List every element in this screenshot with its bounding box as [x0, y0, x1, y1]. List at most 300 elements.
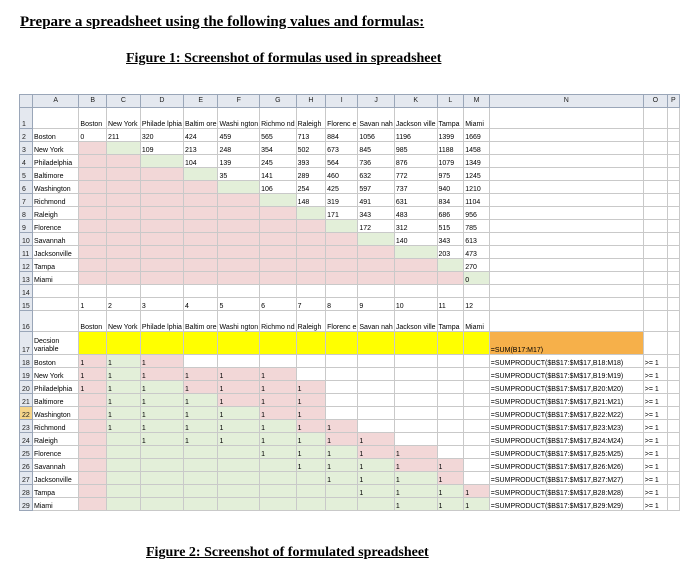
cell[interactable]: Philadelphia [32, 155, 78, 168]
cell[interactable] [643, 142, 667, 155]
row-header[interactable]: 9 [20, 220, 33, 233]
cell[interactable]: 1 [296, 407, 326, 420]
cell[interactable] [358, 498, 394, 511]
cell[interactable] [326, 368, 358, 381]
cell[interactable]: Savan nah [358, 311, 394, 332]
cell[interactable] [260, 485, 296, 498]
cell[interactable]: 1 [183, 420, 218, 433]
cell[interactable] [358, 285, 394, 298]
cell[interactable]: 1 [358, 472, 394, 485]
cell[interactable] [437, 332, 464, 355]
cell[interactable]: 2 [106, 298, 140, 311]
cell[interactable]: 1 [218, 394, 260, 407]
cell[interactable] [140, 446, 183, 459]
cell[interactable] [489, 142, 643, 155]
cell[interactable] [667, 233, 679, 246]
cell[interactable] [106, 155, 140, 168]
cell[interactable] [106, 459, 140, 472]
column-header[interactable]: L [437, 95, 464, 108]
cell[interactable] [260, 472, 296, 485]
cell[interactable]: 139 [218, 155, 260, 168]
column-header[interactable]: B [79, 95, 107, 108]
cell[interactable] [140, 272, 183, 285]
cell[interactable] [260, 207, 296, 220]
cell[interactable] [296, 246, 326, 259]
cell[interactable]: Philade lphia [140, 108, 183, 129]
cell[interactable]: Boston [32, 129, 78, 142]
cell[interactable] [183, 246, 218, 259]
cell[interactable] [326, 246, 358, 259]
cell[interactable] [260, 498, 296, 511]
cell[interactable] [667, 459, 679, 472]
cell[interactable]: >= 1 [643, 394, 667, 407]
cell[interactable] [140, 233, 183, 246]
cell[interactable] [358, 233, 394, 246]
row-header[interactable]: 21 [20, 394, 33, 407]
row-header[interactable]: 15 [20, 298, 33, 311]
cell[interactable]: Miami [464, 311, 490, 332]
cell[interactable] [667, 485, 679, 498]
row-header[interactable]: 3 [20, 142, 33, 155]
cell[interactable] [667, 246, 679, 259]
row-header[interactable]: 5 [20, 168, 33, 181]
cell[interactable] [667, 108, 679, 129]
cell[interactable] [489, 129, 643, 142]
cell[interactable]: 148 [296, 194, 326, 207]
cell[interactable]: 10 [394, 298, 437, 311]
cell[interactable]: >= 1 [643, 368, 667, 381]
cell[interactable] [260, 233, 296, 246]
cell[interactable] [464, 394, 490, 407]
column-header[interactable]: G [260, 95, 296, 108]
cell[interactable]: Baltimore [32, 394, 78, 407]
cell[interactable] [326, 485, 358, 498]
cell[interactable]: 1 [260, 446, 296, 459]
cell[interactable]: 460 [326, 168, 358, 181]
cell[interactable]: Richmond [32, 420, 78, 433]
cell[interactable] [183, 332, 218, 355]
cell[interactable]: 393 [296, 155, 326, 168]
cell[interactable] [140, 181, 183, 194]
cell[interactable] [106, 433, 140, 446]
cell[interactable]: New York [106, 311, 140, 332]
cell[interactable]: Jackson ville [394, 311, 437, 332]
cell[interactable]: 1 [140, 355, 183, 368]
cell[interactable]: 1 [394, 472, 437, 485]
cell[interactable] [667, 155, 679, 168]
cell[interactable]: 1 [106, 368, 140, 381]
cell[interactable] [437, 420, 464, 433]
cell[interactable] [667, 298, 679, 311]
cell[interactable] [643, 155, 667, 168]
cell[interactable] [296, 259, 326, 272]
row-header[interactable]: 26 [20, 459, 33, 472]
cell[interactable] [489, 298, 643, 311]
cell[interactable] [183, 498, 218, 511]
cell[interactable]: Raleigh [32, 207, 78, 220]
cell[interactable] [218, 285, 260, 298]
row-header[interactable]: 10 [20, 233, 33, 246]
cell[interactable] [464, 420, 490, 433]
cell[interactable]: >= 1 [643, 433, 667, 446]
cell[interactable]: >= 1 [643, 407, 667, 420]
cell[interactable] [464, 459, 490, 472]
column-header[interactable]: F [218, 95, 260, 108]
cell[interactable]: 1 [140, 433, 183, 446]
column-header[interactable]: M [464, 95, 490, 108]
cell[interactable]: 1245 [464, 168, 490, 181]
cell[interactable] [106, 272, 140, 285]
cell[interactable]: =SUM(B17:M17) [489, 332, 643, 355]
cell[interactable]: 1 [260, 433, 296, 446]
cell[interactable] [667, 259, 679, 272]
row-header[interactable]: 8 [20, 207, 33, 220]
cell[interactable]: 1 [326, 446, 358, 459]
cell[interactable]: Richmo nd [260, 311, 296, 332]
cell[interactable]: 1 [140, 420, 183, 433]
cell[interactable] [437, 394, 464, 407]
cell[interactable]: >= 1 [643, 381, 667, 394]
cell[interactable]: 1 [394, 498, 437, 511]
cell[interactable] [106, 194, 140, 207]
cell[interactable] [667, 181, 679, 194]
cell[interactable] [667, 272, 679, 285]
cell[interactable] [79, 194, 107, 207]
cell[interactable] [394, 355, 437, 368]
cell[interactable]: >= 1 [643, 446, 667, 459]
cell[interactable] [437, 355, 464, 368]
column-header[interactable]: I [326, 95, 358, 108]
cell[interactable]: 1 [106, 355, 140, 368]
cell[interactable] [296, 207, 326, 220]
cell[interactable]: 1 [358, 446, 394, 459]
cell[interactable]: 1 [437, 498, 464, 511]
cell[interactable]: 785 [464, 220, 490, 233]
cell[interactable]: Miami [464, 108, 490, 129]
cell[interactable] [79, 246, 107, 259]
cell[interactable]: 1 [260, 368, 296, 381]
cell[interactable] [489, 108, 643, 129]
cell[interactable]: =SUMPRODUCT($B$17:$M$17,B21:M21) [489, 394, 643, 407]
cell[interactable]: 35 [218, 168, 260, 181]
cell[interactable]: 1 [79, 355, 107, 368]
cell[interactable] [140, 155, 183, 168]
row-header[interactable]: 12 [20, 259, 33, 272]
cell[interactable] [106, 220, 140, 233]
cell[interactable]: 1 [296, 394, 326, 407]
cell[interactable] [667, 394, 679, 407]
cell[interactable]: =SUMPRODUCT($B$17:$M$17,B24:M24) [489, 433, 643, 446]
cell[interactable]: 1669 [464, 129, 490, 142]
cell[interactable] [296, 368, 326, 381]
cell[interactable]: 1 [106, 407, 140, 420]
cell[interactable]: 4 [183, 298, 218, 311]
cell[interactable]: 172 [358, 220, 394, 233]
cell[interactable]: 1 [394, 459, 437, 472]
cell[interactable]: 1 [140, 381, 183, 394]
cell[interactable]: 1 [79, 368, 107, 381]
cell[interactable]: 772 [394, 168, 437, 181]
cell[interactable]: 1 [79, 381, 107, 394]
cell[interactable] [106, 485, 140, 498]
cell[interactable] [140, 207, 183, 220]
cell[interactable]: 0 [79, 129, 107, 142]
cell[interactable]: 171 [326, 207, 358, 220]
cell[interactable]: 1 [296, 420, 326, 433]
cell[interactable] [218, 233, 260, 246]
cell[interactable] [643, 168, 667, 181]
cell[interactable] [296, 220, 326, 233]
column-header[interactable]: H [296, 95, 326, 108]
cell[interactable]: Decsion variable [32, 332, 78, 355]
cell[interactable]: 1 [260, 407, 296, 420]
column-header[interactable]: J [358, 95, 394, 108]
cell[interactable]: Washington [32, 181, 78, 194]
cell[interactable]: 5 [218, 298, 260, 311]
cell[interactable] [358, 368, 394, 381]
select-all-corner[interactable] [20, 95, 33, 108]
cell[interactable] [489, 285, 643, 298]
cell[interactable]: Richmond [32, 194, 78, 207]
cell[interactable]: >= 1 [643, 420, 667, 433]
cell[interactable]: 613 [464, 233, 490, 246]
cell[interactable] [394, 381, 437, 394]
cell[interactable]: New York [32, 142, 78, 155]
cell[interactable]: 1079 [437, 155, 464, 168]
cell[interactable] [667, 381, 679, 394]
cell[interactable]: 1399 [437, 129, 464, 142]
cell[interactable] [260, 332, 296, 355]
cell[interactable] [183, 285, 218, 298]
cell[interactable] [106, 142, 140, 155]
cell[interactable] [394, 285, 437, 298]
cell[interactable]: Tampa [437, 108, 464, 129]
cell[interactable] [79, 155, 107, 168]
cell[interactable]: Philadelphia [32, 381, 78, 394]
cell[interactable]: 1 [260, 394, 296, 407]
cell[interactable] [140, 459, 183, 472]
cell[interactable] [79, 220, 107, 233]
cell[interactable] [464, 446, 490, 459]
cell[interactable] [437, 407, 464, 420]
cell[interactable]: 6 [260, 298, 296, 311]
cell[interactable] [296, 485, 326, 498]
cell[interactable]: 1 [183, 381, 218, 394]
cell[interactable] [296, 285, 326, 298]
cell[interactable] [183, 459, 218, 472]
cell[interactable] [296, 233, 326, 246]
cell[interactable]: 597 [358, 181, 394, 194]
cell[interactable]: 1196 [394, 129, 437, 142]
cell[interactable] [326, 355, 358, 368]
cell[interactable]: 12 [464, 298, 490, 311]
cell[interactable] [394, 368, 437, 381]
cell[interactable]: 1 [106, 394, 140, 407]
cell[interactable]: Raleigh [296, 108, 326, 129]
cell[interactable] [260, 220, 296, 233]
cell[interactable]: Miami [32, 272, 78, 285]
cell[interactable] [394, 420, 437, 433]
cell[interactable]: Washi ngton [218, 108, 260, 129]
cell[interactable]: 1 [183, 394, 218, 407]
cell[interactable]: 1 [218, 407, 260, 420]
cell[interactable] [643, 233, 667, 246]
cell[interactable]: 736 [358, 155, 394, 168]
cell[interactable]: 109 [140, 142, 183, 155]
cell[interactable]: 975 [437, 168, 464, 181]
cell[interactable]: 1 [140, 368, 183, 381]
cell[interactable]: 515 [437, 220, 464, 233]
cell[interactable] [32, 298, 78, 311]
cell[interactable] [140, 332, 183, 355]
cell[interactable] [218, 259, 260, 272]
cell[interactable] [106, 285, 140, 298]
cell[interactable] [489, 246, 643, 259]
cell[interactable]: 312 [394, 220, 437, 233]
cell[interactable] [140, 246, 183, 259]
cell[interactable] [667, 207, 679, 220]
cell[interactable] [643, 311, 667, 332]
cell[interactable]: 11 [437, 298, 464, 311]
cell[interactable]: 254 [296, 181, 326, 194]
cell[interactable]: 1 [183, 368, 218, 381]
cell[interactable]: 289 [296, 168, 326, 181]
cell[interactable] [437, 272, 464, 285]
cell[interactable]: 1 [326, 420, 358, 433]
row-header[interactable]: 11 [20, 246, 33, 259]
cell[interactable] [464, 407, 490, 420]
cell[interactable]: 1 [394, 446, 437, 459]
cell[interactable] [667, 332, 679, 355]
column-header[interactable]: E [183, 95, 218, 108]
cell[interactable] [643, 108, 667, 129]
cell[interactable] [260, 355, 296, 368]
cell[interactable] [79, 472, 107, 485]
cell[interactable] [464, 381, 490, 394]
cell[interactable]: Richmo nd [260, 108, 296, 129]
column-header[interactable]: P [667, 95, 679, 108]
cell[interactable]: Florence [32, 220, 78, 233]
cell[interactable] [183, 207, 218, 220]
cell[interactable] [643, 181, 667, 194]
cell[interactable]: 1 [140, 394, 183, 407]
cell[interactable] [643, 272, 667, 285]
cell[interactable] [489, 311, 643, 332]
cell[interactable] [218, 485, 260, 498]
cell[interactable]: =SUMPRODUCT($B$17:$M$17,B25:M25) [489, 446, 643, 459]
cell[interactable] [667, 433, 679, 446]
cell[interactable] [140, 472, 183, 485]
cell[interactable]: 343 [358, 207, 394, 220]
cell[interactable]: Florence [32, 446, 78, 459]
cell[interactable] [140, 220, 183, 233]
cell[interactable]: =SUMPRODUCT($B$17:$M$17,B22:M22) [489, 407, 643, 420]
cell[interactable] [643, 194, 667, 207]
cell[interactable] [183, 272, 218, 285]
cell[interactable] [32, 311, 78, 332]
cell[interactable]: 0 [464, 272, 490, 285]
cell[interactable] [489, 259, 643, 272]
column-header[interactable]: N [489, 95, 643, 108]
cell[interactable]: 425 [326, 181, 358, 194]
cell[interactable] [358, 246, 394, 259]
cell[interactable]: 1056 [358, 129, 394, 142]
cell[interactable]: 141 [260, 168, 296, 181]
cell[interactable] [643, 298, 667, 311]
cell[interactable] [464, 332, 490, 355]
row-header[interactable]: 13 [20, 272, 33, 285]
column-header[interactable]: A [32, 95, 78, 108]
cell[interactable]: 473 [464, 246, 490, 259]
cell[interactable]: 459 [218, 129, 260, 142]
cell[interactable] [667, 285, 679, 298]
cell[interactable] [79, 459, 107, 472]
row-header[interactable]: 20 [20, 381, 33, 394]
cell[interactable] [667, 498, 679, 511]
cell[interactable]: 106 [260, 181, 296, 194]
cell[interactable]: Tampa [32, 259, 78, 272]
cell[interactable] [79, 285, 107, 298]
cell[interactable]: Washi ngton [218, 311, 260, 332]
cell[interactable] [218, 446, 260, 459]
cell[interactable] [218, 207, 260, 220]
cell[interactable] [358, 420, 394, 433]
cell[interactable]: 9 [358, 298, 394, 311]
cell[interactable] [437, 285, 464, 298]
cell[interactable]: Boston [79, 311, 107, 332]
cell[interactable] [326, 233, 358, 246]
cell[interactable] [79, 433, 107, 446]
cell[interactable] [218, 220, 260, 233]
cell[interactable] [218, 498, 260, 511]
cell[interactable]: 985 [394, 142, 437, 155]
row-header[interactable]: 19 [20, 368, 33, 381]
cell[interactable] [667, 142, 679, 155]
cell[interactable]: Washington [32, 407, 78, 420]
cell[interactable] [106, 498, 140, 511]
cell[interactable] [79, 142, 107, 155]
cell[interactable] [140, 285, 183, 298]
cell[interactable] [464, 472, 490, 485]
cell[interactable] [489, 207, 643, 220]
cell[interactable] [260, 259, 296, 272]
cell[interactable] [183, 194, 218, 207]
cell[interactable] [667, 311, 679, 332]
cell[interactable]: 1 [464, 498, 490, 511]
cell[interactable] [326, 407, 358, 420]
cell[interactable]: 3 [140, 298, 183, 311]
cell[interactable]: 1 [437, 472, 464, 485]
cell[interactable]: Savan nah [358, 108, 394, 129]
row-header[interactable]: 16 [20, 311, 33, 332]
cell[interactable] [489, 168, 643, 181]
column-header[interactable]: D [140, 95, 183, 108]
cell[interactable]: 270 [464, 259, 490, 272]
cell[interactable]: Savannah [32, 233, 78, 246]
cell[interactable] [106, 233, 140, 246]
cell[interactable] [218, 246, 260, 259]
cell[interactable] [106, 181, 140, 194]
cell[interactable]: 354 [260, 142, 296, 155]
cell[interactable] [394, 332, 437, 355]
cell[interactable] [296, 498, 326, 511]
cell[interactable]: Florenc e [326, 108, 358, 129]
cell[interactable] [464, 368, 490, 381]
cell[interactable]: 1 [394, 485, 437, 498]
cell[interactable]: 1 [326, 433, 358, 446]
cell[interactable] [437, 433, 464, 446]
cell[interactable]: 1 [358, 433, 394, 446]
